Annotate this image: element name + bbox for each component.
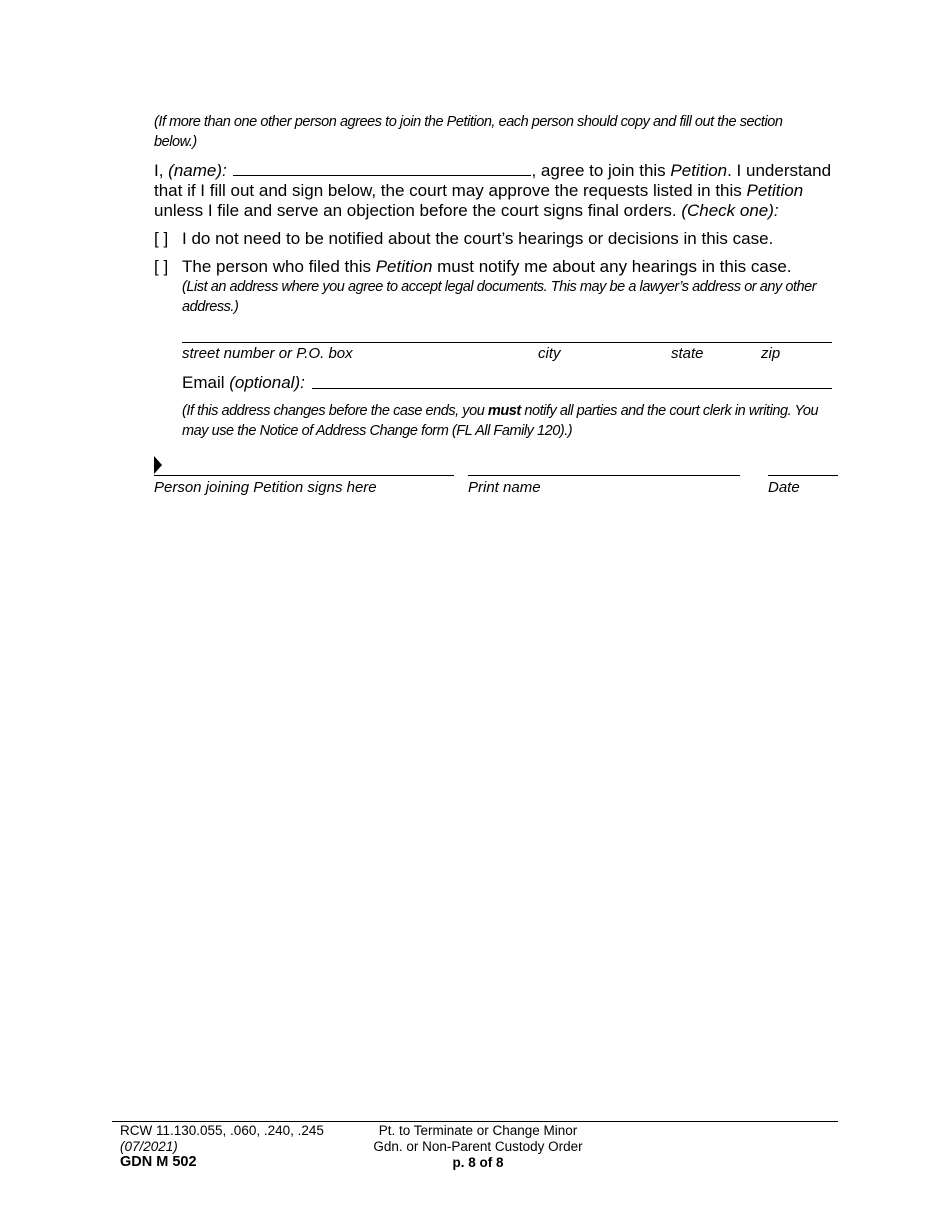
email-label-text: Email — [182, 373, 230, 392]
option-1-text: I do not need to be notified about the court’s hearings or decisions in this case. — [182, 229, 774, 248]
state-label: state — [671, 345, 704, 362]
option-2-text-a: The person who filed this — [182, 257, 376, 276]
name-label: (name): — [168, 161, 227, 180]
signature-label: Person joining Petition signs here — [154, 479, 377, 496]
petition-word-2: Petition — [746, 181, 804, 200]
city-label: city — [538, 345, 561, 362]
date-label: Date — [768, 479, 800, 496]
check-one-label: (Check one): — [681, 201, 779, 220]
agree-prefix: I, — [154, 161, 169, 180]
footer-date: (07/2021) — [120, 1139, 178, 1154]
email-field[interactable] — [312, 388, 832, 389]
date-line[interactable] — [768, 475, 838, 476]
agreement-paragraph — [154, 160, 840, 221]
intro-note: (If more than one other person agrees to join the Petition, each person should copy and fill out the section below.) — [154, 114, 783, 150]
petition-word-3: Petition — [375, 257, 433, 276]
option-1-checkbox[interactable]: [ ] — [154, 229, 169, 248]
address-note-a: (If this address changes before the case ends, you — [182, 403, 488, 419]
print-name-line[interactable] — [468, 475, 740, 476]
address-change-note — [182, 401, 832, 441]
option-2-text-b: must notify me about any hearings in this case. — [432, 257, 792, 276]
footer-title-1: Pt. to Terminate or Change Minor — [378, 1123, 578, 1138]
signature-line[interactable] — [154, 475, 454, 476]
email-label — [182, 373, 305, 393]
agree-text-3: unless I file and serve an objection before the court signs final orders. — [154, 201, 682, 220]
address-line[interactable] — [182, 342, 832, 343]
sign-here-arrow-icon — [154, 456, 162, 474]
agree-text-2: . I understand that if I fill out and sign below, the court may approve the requests listed in this — [154, 161, 832, 200]
footer-page-number: p. 8 of 8 — [452, 1155, 504, 1170]
footer-rcw: RCW 11.130.055, .060, .240, .245 — [120, 1123, 324, 1138]
agree-text-1: , agree to join this — [531, 161, 671, 180]
petition-word-1: Petition — [670, 161, 728, 180]
option-2-text — [182, 257, 842, 277]
zip-label: zip — [761, 345, 781, 362]
email-optional: (optional): — [229, 373, 305, 392]
footer-divider — [112, 1121, 838, 1122]
address-note-b: notify all parties and the court clerk in writing. You may use the Notice of Address Change form (FL All Family 120).) — [182, 403, 819, 439]
footer-title-2: Gdn. or Non-Parent Custody Order — [373, 1139, 583, 1154]
street-label: street number or P.O. box — [182, 345, 353, 362]
must-word: must — [487, 403, 521, 419]
option-2-checkbox[interactable]: [ ] — [154, 257, 169, 276]
print-name-label: Print name — [468, 479, 541, 496]
name-field[interactable] — [233, 160, 531, 176]
footer-form-id: GDN M 502 — [120, 1154, 197, 1170]
option-2-note: (List an address where you agree to accept legal documents. This may be a lawyer’s address or any other address.) — [182, 279, 817, 315]
